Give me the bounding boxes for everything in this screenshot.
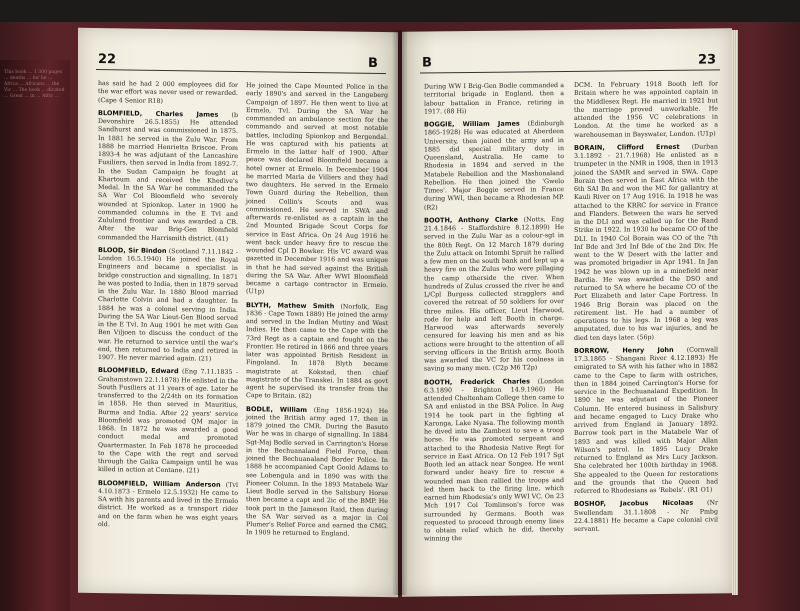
entry-text: (Notts, Eng 21.4.1846 - Staffordshire 8.12.1899) He served in the Zulu War as a colour-sgt in the 80th Regt. On 12 March 1879 during the Zulu attack on Intombi Spruit he rallied a few men on the south bank and kept up a heavy fire on the Zulus who were pillaging the camp otherside the river. When hundreds of Zulus crossed the river he and L/Cpl Burgess collected stragglers and covered the retreat of 50 soldiers for over three miles. His officer, Lieut Harwood, rode for help and left Booth in charge. Harwood was afterwards severely censured for leaving his men and as his actions were brought to the attention of all serving officers in the British army, Booth was awarded the VC for his coolness in saving so many men. (C2p M6 T2p) — [424, 215, 564, 373]
entry-paragraph — [574, 499, 718, 535]
entry-text: has said he had 2 000 employees did for the war effort was never used or rewarded. (Cape 4 Senior R18) — [98, 80, 238, 105]
entry-paragraph — [424, 82, 564, 116]
text-column — [424, 82, 564, 544]
entry-name: BLYTH, Mathew Smith — [246, 300, 335, 310]
entry-text: (Edinburgh 1865-1928) He was educated at Aberdeen University, then joined the army and in 1885 did special military duty in Queensland, Australia. He came to Rhodesia in 1894 and served in the Matabele Rebellion and the Mashonaland Rebellion. He then joined the 'Gwelo Times'. Major Boggie served in France during WWI, then became a Rhodesian MP. (R2) — [424, 120, 564, 211]
entry-paragraph — [98, 80, 238, 107]
entry-paragraph — [574, 142, 718, 343]
book-gutter — [392, 30, 408, 595]
entry-paragraph — [246, 405, 388, 540]
page-number: 23 — [698, 52, 717, 68]
entry-paragraph — [424, 119, 564, 212]
entry-text: (Eng 1856-1924) He joined the British army aged 17, then in 1879 joined the CMR. During the Basuto War he was in charge of signalling. In 1884 Sgt-Maj Bodle served in Carrington's Horse in the Bechuanaland Field Force, then joined the Bechuanaland Border Police. In 1888 he accompanied Capt Goold Adams to see Lobengula and in 1890 was with the Pioneer Column. In the 1893 Matabele War Lieut Bodle served in the Salisbury Horse then became a capt and 2ic of the BMP. He took part in the Jameson Raid, then during the SA War served as a major in Col Plumer's Relief Force and earned the CMG. In 1909 he returned to England. — [246, 406, 388, 538]
entry-paragraph — [424, 377, 564, 544]
right-page — [402, 28, 732, 596]
entry-text: (London 6.3.1890 - Brighton 14.9.1960) He attended Cheltenham College then came to SA and enlisted in the BSA Police. In Aug 1914 he took part in the fighting at Karonga, Lake Nyasa. The following month he dived into the Zambezi to save a troop horse. He was promoted sergeant and attached to the Rhodesia Native Regt for service in East Africa. On 12 Feb 1917 Sgt Booth led an attack near Songea. He went forward under heavy fire to rescue a wounded man then rallied the troops and led them back to the firing line, which earned him Rhodesia's only WWI VC. On 23 Mch 1917 Col Tomlinson's force was surrounded by Germans. Booth was requested to proceed through enemy lines to obtain relief which he did, thereby winning the — [424, 377, 564, 543]
entry-name: BOSHOF, Jacobus Nicolaas — [574, 498, 694, 509]
section-letter: B — [422, 55, 432, 71]
entry-paragraph — [424, 215, 564, 374]
entry-text: (Eng 7.11.1835 - Grahamstown 22.1.1878) He enlisted in the South Fusiliers at 11 years of age. Later he transferred to the 2/24th on its formation in 1858. He then served in Mauritius, Burma and India. After 22 years' service Bloomfield was promoted QM major in 1868. In 1872 he was awarded a good conduct medal and promoted Quartermaster. In Feb 1878 he proceeded to the Cape with the regt and served through the Gaika Campaign until he was killed in action at Centane. (21) — [98, 368, 239, 475]
header-rule — [96, 69, 386, 74]
text-column — [98, 80, 238, 531]
page-number: 22 — [98, 52, 117, 68]
entry-name: BOOTH, Frederick Charles — [424, 376, 530, 386]
entry-paragraph — [98, 366, 238, 476]
red-spine-page — [0, 60, 70, 611]
entry-text: (Cornwall 17.3.1865 - Shangani River 4.12.1893) He emigrated to SA with his father who in 1882 came to the Cape to farm with ostriches, then in 1884 joined Carrington's Horse for service in the Bechuanaland Expedition. In 1890 he was adjutant of the Pioneer Column. He entered business in Salisbury and became engaged to Lucy Drake who arrived from England in January 1892. Borrow took part in the Matabele War of 1893 and was killed with Major Allan Wilson's patrol. In 1895 Lucy Drake returned to England as Mrs Lucy Jackson. She celebrated her 100th birthday in 1968. She appealed to the Queen for restorations and the grounds that the Queen had referred to Rhodesians as 'Rebels'. (R1 O1) — [574, 346, 718, 495]
entry-name: BODLE, William — [246, 404, 308, 414]
left-page — [78, 28, 398, 597]
entry-name: BLOOD, Sir Bindon — [98, 245, 167, 255]
entry-text: He joined the Cape Mounted Police in the early 1890's and served in the Langeberg Campaign of 1897. He then went to live at Ermelo, Tvl. During the SA War he commanded an ambulance section for the commando and served at most notable battles, including Spionkop and Bergendal. He was captured with his patients at Ermelo in the latter half of 1900. After peace was declared Bloomfield became a hotel owner at Ermelo. In December 1904 he married Maria de Villiers and they had two daughters. He served in the Ermelo Town Guard during the Rebellion, then joined Collin's Scouts and was commissioned. He served in SWA and afterwards re-enlisted as a captain in the 2nd Mounted Brigade Scout Corps for service in East Africa. On 24 Aug 1916 he went back under heavy fire to rescue the wounded Cpl D Bowker. His VC award was gazetted in December 1916 and was unique in that he had served against the British during the SA War. After WWI Bloomfield became a cartage contractor in Ermelo. (U1p) — [246, 82, 388, 296]
entry-name: BOOTH, Anthony Clarke — [424, 215, 518, 225]
text-column — [246, 82, 388, 539]
entry-paragraph — [246, 82, 388, 298]
entry-paragraph — [246, 301, 388, 403]
page-edges — [732, 30, 738, 595]
entry-paragraph — [98, 109, 238, 244]
entry-text: (Tvl 4.10.1873 - Ermelo 12.5.1932) He came to SA with his parents and lived in the Ermelo district. He worked as a transport rider and on the farm when he was eight years old. — [98, 481, 238, 528]
entry-name: BOGGIE, William James — [424, 119, 520, 129]
entry-text: (Durban 3.1.1892 - 21.7.1968) He enlisted as a trumpeter in the NMR in 1908, then in 1913 joined the SAMR and served in SWA. Cape Borain then served in East Africa with the 6th SAI Bn and won the MC for gallantry at Kauli River on 17 Aug 1916. In 1918 he was attached to the KRRC for service in France and Flanders. Between the wars he served in the DLI and was called up for the Rand Strike in 1922. In 1930 he became CO of the DLI. In 1940 Col Borain was CO of the 7th Inf Bde and 3rd Inf Bde of the 2nd Div. He went to the W Desert with the latter and was promoted brigadier in Apr 1941. In Jan 1942 he was blown up in a minefield near Bardia. He was awarded the DSO and returned to SA where he became CO of the Port Elizabeth and later Cape Fortress. In 1946 Brig Borain was placed on the retirement list. He had a number of operations to his legs. In 1968 a leg was amputated, due to his war injuries, and he died ten days later. (56p) — [574, 143, 718, 342]
entry-text: (Norfolk, Eng 1836 - Cape Town 1889) He joined the army and served in the Indian Mutiny and West Indies. He then came to the Cape with the 73rd Regt as a captain and fought on the Frontier. He retired in 1866 and three years later was appointed British Resident in Fingoland. In 1878 Blyth became magistrate at Kokstad, then chief magistrate of the Transkei. In 1884 as govt agent he supervised its transfer from the Cape to Britain. (82) — [246, 302, 388, 401]
entry-text: (b Devonshire 26.5.1855) He attended Sandhurst and was commissioned in 1875. In 1881 he served in the Zulu War. From 1888 he married Henrietta Briscoe. From 1893-4 he was adjutant of the Lancashire Fusiliers, then served in India from 1892-7. In the Sudan Campaign he fought at Khartoum and received the Khedive's Medal. In the SA War he commanded the SA War Col Bloomfield who severely wounded at Spionkop. Later in 1900 he commanded columns in the E Tvl and Zululand frontier and was awarded a CB. After the war Brig-Gen Blomfield commanded the Harrismith district. (41) — [98, 111, 238, 243]
entry-paragraph — [574, 345, 718, 496]
entry-text: During WW I Brig-Gen Bodle commanded a territorial brigade in England, then a labour battalion in France, retiring in 1917. (88 Hi) — [424, 82, 564, 116]
entry-name: BLOMFIELD, Charles James — [98, 108, 219, 119]
spine-ghost-text: This book ... 1 300 pages ... deaths ... for he ... Africa ... Africans ... the Vic ... The book ... dicated ... Great ... in ... Afric ... — [4, 70, 65, 100]
entry-name: BLOOMFIELD, William Anderson — [98, 478, 221, 489]
entry-name: BORAIN, Clifford Ernest — [574, 142, 680, 152]
text-column — [574, 80, 718, 534]
entry-text: DCM. In February 1918 Booth left for Britain where he was appointed captain in the Middlesex Regt. He married in 1921 but the marriage proved unworkable. He attended the 1956 VC celebrations in London. At the time he worked as a warehouseman in Bayswater, London. (U1p) — [574, 80, 718, 139]
header-rule — [420, 69, 720, 73]
entry-paragraph — [98, 479, 238, 531]
entry-paragraph — [98, 246, 238, 364]
section-letter: B — [368, 55, 378, 71]
entry-name: BORROW, Henry John — [574, 345, 674, 355]
entry-text: (Nr Swellendam 31.1.1808 - Nr Pmbg 22.4.1881) He became a Cape colonial civil servant. — [574, 499, 718, 533]
entry-text: (Scotland 7.11.1842 - London 16.5.1940) He joined the Royal Engineers and became a specialist in bridge construction and signalling. In 1871 he was posted to India, then in 1879 served in the Zulu War. In 1880 Blood married Charlotte Colvin and had a daughter. In 1884 he was a colonel serving in India. During the SA War Lieut-Gen Blood served in the E Tvl. In Aug 1901 he met with Gen Ben Viljoen to discuss the conduct of the war. He returned to service until the war's end, then returned to India and retired in 1907. He never married again. (21) — [98, 247, 238, 363]
entry-paragraph — [574, 80, 718, 139]
entry-name: BLOOMFIELD, Edward — [98, 366, 179, 376]
